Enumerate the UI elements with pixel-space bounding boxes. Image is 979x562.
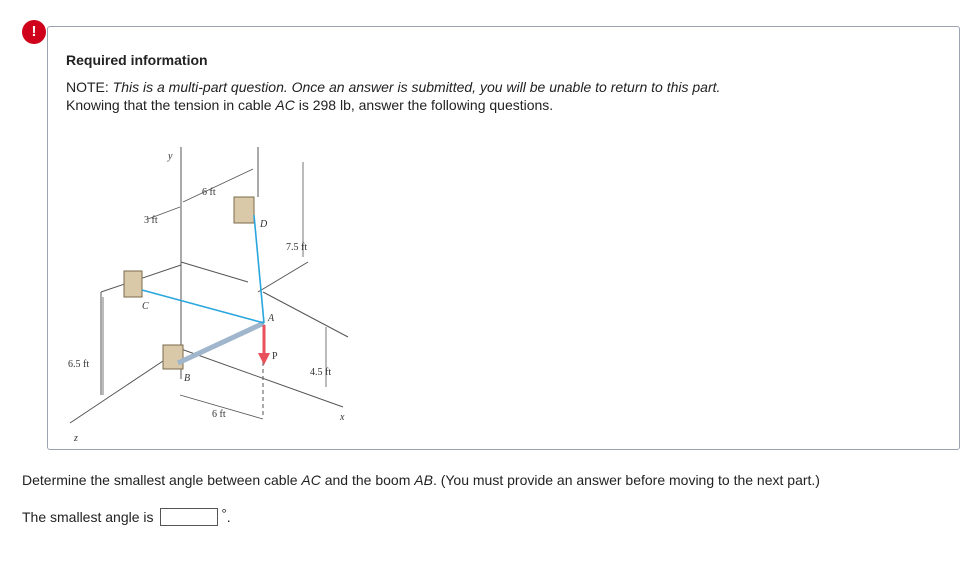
answer-label: The smallest angle is bbox=[22, 509, 154, 525]
question-var1: AC bbox=[301, 472, 321, 488]
dim-4-5ft: 4.5 ft bbox=[310, 367, 332, 378]
boom-cable-figure bbox=[68, 127, 388, 447]
answer-row bbox=[22, 505, 231, 526]
label-y: y bbox=[168, 151, 173, 162]
bracket-b bbox=[163, 345, 183, 369]
label-b: B bbox=[184, 373, 191, 384]
note-text: This is a multi-part question. Once an answer is submitted, you will be unable to return to this part. bbox=[112, 79, 721, 95]
info-title: Required information bbox=[66, 52, 208, 68]
cable-ac bbox=[142, 290, 264, 323]
answer-period: . bbox=[226, 509, 231, 525]
label-p: P bbox=[272, 351, 278, 362]
note-prefix: NOTE: bbox=[66, 79, 113, 95]
dim-3ft: 3 ft bbox=[144, 215, 158, 226]
load-p-arrowhead bbox=[258, 353, 270, 365]
degree-unit: ° bbox=[221, 505, 227, 521]
dim-6ft-bottom: 6 ft bbox=[212, 409, 226, 420]
given-suffix: is 298 lb, answer the following questions. bbox=[294, 97, 554, 113]
label-a: A bbox=[268, 313, 275, 324]
bracket-c bbox=[124, 271, 142, 297]
question-suffix: . (You must provide an answer before moving to the next part.) bbox=[432, 472, 820, 488]
question-var2: AB bbox=[414, 472, 433, 488]
cable-ad bbox=[254, 215, 264, 323]
required-information-panel bbox=[47, 26, 960, 450]
back-wall-line bbox=[181, 262, 248, 282]
label-c: C bbox=[142, 301, 149, 312]
bracket-d bbox=[234, 197, 254, 223]
dim-6-5ft: 6.5 ft bbox=[68, 359, 90, 370]
d-ground-line bbox=[258, 262, 308, 292]
label-d: D bbox=[260, 219, 268, 230]
angle-answer-input[interactable] bbox=[160, 508, 218, 526]
note-line bbox=[66, 79, 720, 95]
label-x: x bbox=[340, 412, 345, 423]
dim-6ft-top: 6 ft bbox=[202, 187, 216, 198]
right-diag-line bbox=[263, 292, 348, 337]
given-prefix: Knowing that the tension in cable bbox=[66, 97, 276, 113]
question-prefix: Determine the smallest angle between cable bbox=[22, 472, 302, 488]
alert-icon: ! bbox=[22, 20, 46, 44]
boom-ab bbox=[178, 323, 264, 363]
question-text bbox=[22, 472, 820, 488]
given-var: AC bbox=[275, 97, 295, 113]
given-line bbox=[66, 97, 553, 113]
label-z: z bbox=[74, 433, 78, 444]
dim-7-5ft: 7.5 ft bbox=[286, 242, 308, 253]
question-middle: and the boom bbox=[320, 472, 415, 488]
